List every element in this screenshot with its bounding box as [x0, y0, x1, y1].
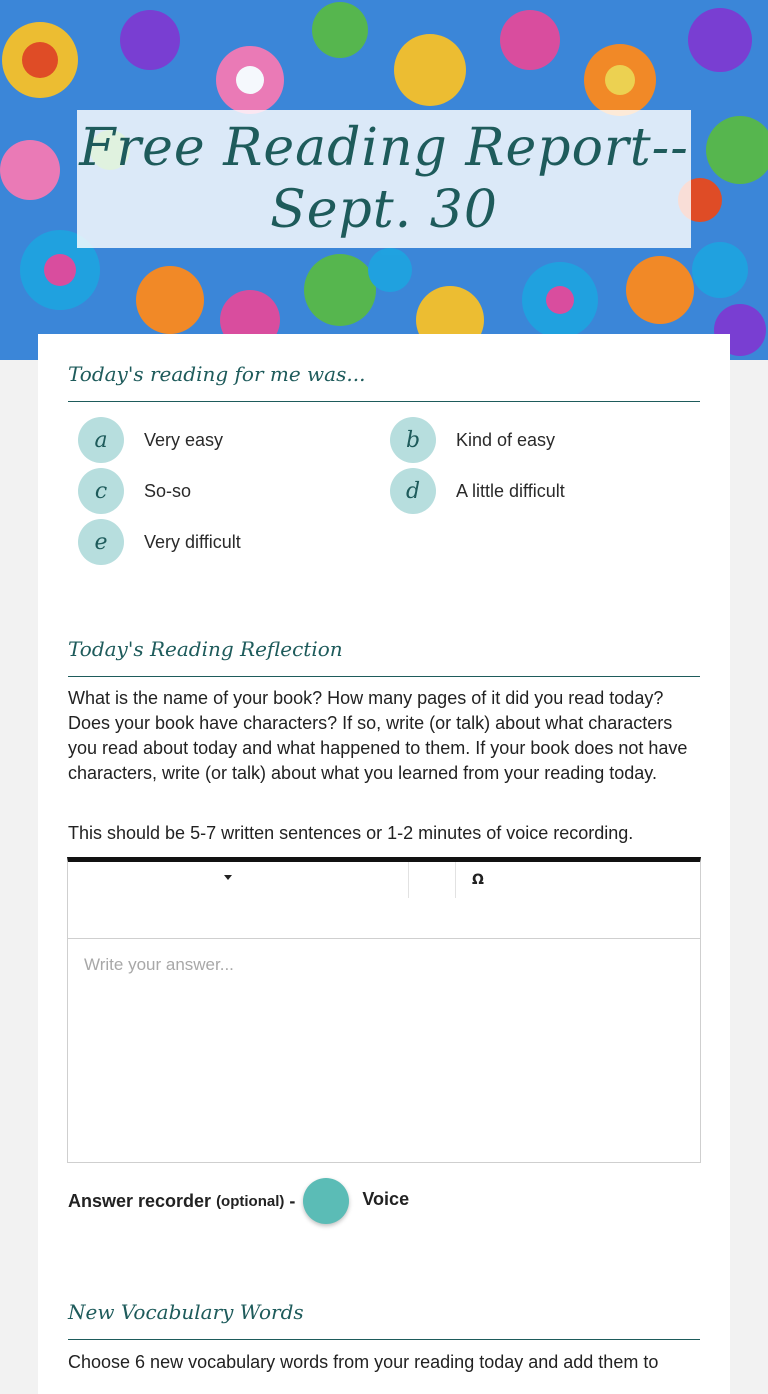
choice-label: A little difficult — [456, 480, 565, 501]
choice-letter: d — [390, 468, 436, 514]
choice-d[interactable] — [390, 468, 565, 514]
choice-c[interactable] — [78, 468, 191, 514]
question-title: Today's Reading Reflection — [68, 637, 343, 661]
choice-b[interactable] — [390, 417, 555, 463]
choice-letter: b — [390, 417, 436, 463]
title-box — [77, 110, 691, 248]
toolbar-button[interactable] — [409, 862, 456, 898]
editor-toolbar — [68, 862, 700, 939]
caret-down-icon — [224, 875, 232, 880]
recorder-optional: (optional) — [216, 1192, 285, 1210]
page-title: Free Reading Report-- Sept. 30 — [79, 118, 689, 240]
answer-editor — [67, 857, 701, 1163]
divider — [68, 676, 700, 677]
choice-e[interactable] — [78, 519, 241, 565]
choice-letter: c — [78, 468, 124, 514]
divider — [68, 401, 700, 402]
choice-letter: a — [78, 417, 124, 463]
header-banner — [0, 0, 768, 360]
choice-a[interactable] — [78, 417, 223, 463]
choice-label: Very difficult — [144, 531, 241, 552]
recorder-dash: - — [289, 1190, 296, 1211]
record-button[interactable] — [303, 1178, 349, 1224]
question-prompt: Choose 6 new vocabulary words from your reading today and add them to — [68, 1352, 659, 1372]
voice-label: Voice — [362, 1188, 410, 1209]
answer-recorder — [68, 1178, 409, 1224]
recorder-label: Answer recorder — [68, 1190, 212, 1211]
divider — [68, 1339, 700, 1340]
choice-label: Very easy — [144, 429, 224, 450]
answer-textarea[interactable] — [68, 939, 700, 1157]
question-instruction: This should be 5-7 written sentences or 1-2 minutes of voice recording. — [68, 823, 634, 843]
format-dropdown[interactable] — [68, 862, 409, 898]
worksheet-card — [38, 334, 730, 1394]
choice-label: Kind of easy — [456, 429, 556, 450]
choice-letter: e — [78, 519, 124, 565]
special-character-icon[interactable]: Ω — [472, 872, 484, 888]
choice-label: So-so — [144, 480, 192, 501]
question-prompt: What is the name of your book? How many pages of it did you read today? Does your book have characters? If so, write (or talk) about what characters you read about today and what happened to them. If your book does not have characters, write (or talk) about what you learned from your reading today. — [68, 688, 688, 783]
question-title: New Vocabulary Words — [68, 1300, 304, 1324]
question-title: Today's reading for me was... — [68, 362, 366, 386]
